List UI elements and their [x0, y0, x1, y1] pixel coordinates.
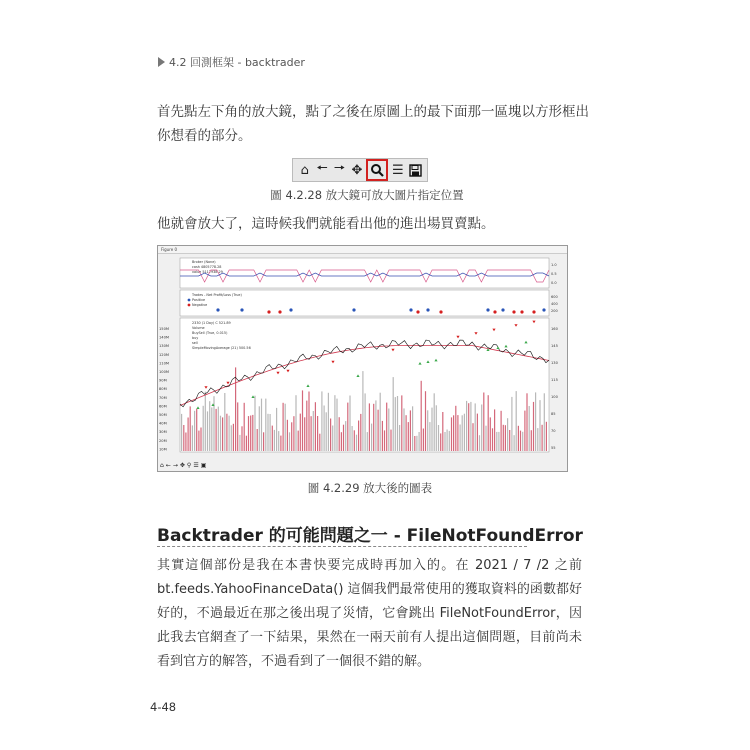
price-legend-item: Volume: [192, 326, 205, 330]
volume-bar: [259, 406, 260, 451]
volume-bar: [302, 390, 303, 451]
price-axis-tick: 145: [551, 344, 558, 348]
volume-bar: [241, 426, 242, 451]
volume-bar: [209, 401, 210, 451]
trade-marker: [493, 310, 496, 313]
figure-29-caption: 圖 4.2.29 放大後的圖表: [307, 481, 433, 495]
volume-bar: [401, 395, 402, 451]
volume-bar: [442, 412, 443, 451]
trade-marker: [416, 310, 419, 313]
volume-bar: [416, 436, 417, 451]
volume-bar: [546, 422, 547, 451]
broker-axis-tick: 0.5: [551, 272, 557, 276]
broker-legend-item: cash 4805778.28: [192, 265, 222, 269]
volume-bar: [263, 432, 264, 451]
volume-axis-tick: 70M: [159, 395, 167, 400]
volume-axis-tick: 40M: [159, 421, 167, 426]
forward-arrow-icon[interactable]: 🠖: [333, 161, 346, 176]
figure-window-title: Figure 0: [158, 246, 567, 254]
volume-bar: [257, 429, 258, 451]
volume-bar: [226, 414, 227, 451]
volume-bar: [343, 425, 344, 451]
save-disk-icon[interactable]: [407, 162, 423, 178]
volume-bar: [494, 409, 495, 451]
volume-bar: [460, 425, 461, 452]
volume-bar: [488, 395, 489, 451]
trade-marker: [520, 310, 523, 313]
back-arrow-icon[interactable]: ←: [165, 462, 171, 469]
volume-bar: [382, 421, 383, 451]
volume-bar: [246, 436, 247, 451]
volume-bar: [198, 431, 199, 451]
broker-legend-item: Broker (None): [192, 260, 216, 264]
volume-bar: [447, 430, 448, 452]
volume-bar: [293, 416, 294, 451]
volume-bar: [498, 432, 499, 451]
negative-legend-marker: [188, 304, 191, 307]
volume-bar: [194, 411, 195, 451]
volume-bar: [505, 425, 506, 451]
home-icon[interactable]: ⌂: [160, 462, 164, 469]
trades-axis-tick: 400: [551, 302, 558, 306]
volume-bar: [533, 402, 534, 451]
volume-bar: [531, 430, 532, 451]
volume-bar: [438, 425, 439, 451]
intro-paragraph: 首先點左下角的放大鏡，點了之後在原圖上的最下面那一區塊以方形框出你想看的部分。: [157, 104, 589, 144]
volume-bar: [339, 417, 340, 451]
volume-bar: [449, 431, 450, 451]
volume-axis-tick: 80M: [159, 387, 167, 392]
volume-bar: [360, 414, 361, 451]
volume-bar: [522, 432, 523, 451]
trade-marker: [486, 308, 489, 311]
volume-bar: [369, 403, 370, 451]
volume-bar: [544, 393, 545, 451]
volume-bar: [477, 414, 478, 451]
volume-bar: [455, 406, 456, 451]
positive-legend-marker: [188, 299, 191, 302]
volume-bar: [291, 422, 292, 451]
volume-bar: [315, 402, 316, 451]
volume-bar: [507, 418, 508, 451]
price-axis-tick: 115: [551, 378, 558, 382]
volume-bar: [248, 416, 249, 451]
trade-marker: [352, 308, 355, 311]
configure-subplots-icon[interactable]: ☰: [391, 162, 404, 178]
pan-icon[interactable]: ✥: [351, 162, 363, 178]
volume-bar: [503, 425, 504, 451]
volume-bar: [421, 381, 422, 451]
volume-bar: [196, 409, 197, 451]
volume-bar: [354, 430, 355, 451]
trade-marker: [240, 308, 243, 311]
trade-marker: [512, 310, 515, 313]
trade-marker: [289, 308, 292, 311]
section-header-text: 4.2 回測框架 - backtrader: [169, 56, 305, 69]
volume-bar: [436, 405, 437, 451]
volume-bar: [412, 406, 413, 451]
volume-bar: [328, 393, 329, 451]
trade-marker: [278, 310, 281, 313]
volume-bar: [254, 396, 255, 451]
volume-bar: [265, 399, 266, 451]
volume-bar: [218, 407, 219, 451]
trades-axis-tick: 600: [551, 295, 558, 299]
volume-bar: [384, 430, 385, 451]
volume-bar: [518, 426, 519, 451]
volume-bar: [285, 404, 286, 451]
volume-bar: [205, 392, 206, 451]
volume-bar: [537, 428, 538, 451]
volume-bar: [222, 417, 223, 451]
volume-bar: [211, 407, 212, 451]
volume-bar: [399, 425, 400, 451]
trades-legend-item: Positive: [192, 298, 206, 302]
volume-bar: [306, 401, 307, 451]
volume-bar: [524, 411, 525, 451]
price-axis-tick: 100: [551, 395, 558, 399]
volume-bar: [468, 403, 469, 451]
volume-bar: [308, 392, 309, 452]
volume-bar: [207, 411, 208, 451]
running-header: [158, 54, 305, 70]
volume-bar: [272, 426, 273, 451]
volume-bar: [300, 414, 301, 451]
volume-bar: [336, 399, 337, 451]
volume-bar: [283, 403, 284, 451]
trade-marker: [409, 308, 412, 311]
volume-bar: [457, 415, 458, 451]
volume-bar: [362, 371, 363, 451]
volume-bar: [341, 432, 342, 451]
volume-bar: [203, 406, 204, 451]
volume-bar: [181, 414, 182, 451]
volume-bar: [252, 415, 253, 451]
volume-bar: [414, 436, 415, 451]
trade-marker: [439, 310, 442, 313]
volume-bar: [516, 391, 517, 451]
price-axis-tick: 85: [551, 412, 556, 416]
volume-bar: [233, 424, 234, 451]
figure-28-caption: 圖 4.2.28 放大鏡可放大圖片指定位置: [270, 188, 464, 202]
volume-bar: [278, 431, 279, 451]
volume-bar: [520, 431, 521, 451]
volume-bar: [358, 421, 359, 452]
volume-bar: [244, 403, 245, 451]
volume-bar: [375, 400, 376, 451]
volume-axis-tick: 60M: [159, 404, 167, 409]
volume-bar: [410, 410, 411, 451]
volume-bar: [185, 433, 186, 452]
matplotlib-toolbar: [292, 158, 428, 182]
volume-bar: [188, 418, 189, 452]
volume-bar: [406, 415, 407, 451]
volume-bar: [231, 425, 232, 451]
price-axis-tick: 160: [551, 327, 558, 331]
triangle-marker-icon: [158, 57, 165, 67]
volume-bar: [235, 367, 236, 451]
volume-bar: [334, 395, 335, 451]
volume-bar: [289, 432, 290, 451]
volume-bar: [224, 393, 225, 451]
volume-bar: [483, 393, 484, 452]
price-legend-item: sell: [192, 341, 198, 345]
volume-bar: [347, 403, 348, 451]
home-icon[interactable]: ⌂: [300, 162, 309, 178]
volume-bar: [511, 397, 512, 451]
volume-bar: [276, 408, 277, 451]
volume-axis-tick: 10M: [159, 447, 167, 452]
volume-bar: [472, 423, 473, 451]
volume-bar: [395, 397, 396, 451]
volume-bar: [367, 432, 368, 451]
volume-bar: [466, 401, 467, 451]
broker-axis-tick: 1.0: [551, 263, 557, 267]
trades-legend-item: Trades - Net Profit/Loss (True): [192, 293, 242, 297]
volume-bar: [380, 393, 381, 451]
volume-bar: [464, 414, 465, 451]
volume-bar: [475, 403, 476, 451]
volume-bar: [200, 428, 201, 452]
volume-bar: [440, 433, 441, 451]
volume-bar: [425, 391, 426, 451]
price-legend-item: 2330 (1 Day) C 521.89: [192, 321, 231, 325]
trade-marker: [542, 308, 545, 311]
broker-axis-tick: 0.0: [551, 281, 557, 285]
volume-bar: [326, 412, 327, 451]
volume-bar: [427, 410, 428, 451]
volume-bar: [349, 396, 350, 452]
forward-arrow-icon[interactable]: →: [172, 462, 178, 469]
volume-bar: [330, 419, 331, 452]
volume-axis-tick: 50M: [159, 413, 167, 417]
volume-bar: [423, 429, 424, 452]
volume-bar: [183, 425, 184, 451]
volume-bar: [434, 393, 435, 451]
volume-bar: [332, 426, 333, 452]
volume-axis-tick: 110M: [159, 361, 169, 366]
volume-bar: [190, 406, 191, 451]
volume-bar: [274, 430, 275, 451]
volume-bar: [526, 393, 527, 451]
figure-mini-toolbar: [160, 462, 206, 470]
price-legend-item: buy: [192, 336, 199, 340]
trades-legend-item: Negative: [192, 303, 208, 307]
price-legend-item: SimpleMovingAverage (21) 500.56: [192, 346, 251, 350]
volume-bar: [324, 406, 325, 452]
volume-bar: [535, 392, 536, 451]
volume-bar: [345, 421, 346, 451]
price-axis-tick: 70: [551, 429, 556, 433]
trade-marker: [216, 308, 219, 311]
trade-marker: [267, 310, 270, 313]
volume-bar: [390, 430, 391, 451]
volume-axis-tick: 140M: [159, 335, 169, 340]
price-axis-tick: 55: [551, 446, 556, 450]
volume-bar: [304, 417, 305, 451]
price-axis-tick: 130: [551, 361, 558, 365]
volume-bar: [453, 415, 454, 451]
page-number: 4-48: [150, 700, 177, 714]
volume-bar: [431, 408, 432, 451]
volume-bar: [239, 435, 240, 451]
volume-bar: [386, 403, 387, 451]
body-paragraph: 其實這個部份是我在本書快要完成時再加入的。在 2021 / 7 /2 之前 bt.feeds.YahooFinanceData() 這個我們最常使用的獲取資料的函數都好好的，不過最近在那之後出現了災情，它會跳出 FileNotFoundError，因此我去官網查了一下結果，果然在一兩天前有人提出這個問題，目前尚未看到官方的解答，不過看到了一個很不錯的解。: [157, 558, 582, 669]
volume-axis-tick: 30M: [159, 430, 167, 435]
volume-bar: [319, 434, 320, 451]
volume-bar: [216, 409, 217, 451]
zoom-magnifier-icon[interactable]: [366, 159, 388, 181]
volume-bar: [529, 406, 530, 451]
volume-bar: [371, 424, 372, 451]
volume-bar: [192, 425, 193, 451]
back-arrow-icon[interactable]: 🠔: [316, 161, 328, 176]
volume-bar: [220, 416, 221, 451]
volume-bar: [481, 405, 482, 452]
volume-bar: [313, 411, 314, 451]
volume-bar: [462, 415, 463, 451]
section-title: Backtrader 的可能問題之一 - FileNotFoundError: [157, 526, 583, 546]
volume-bar: [539, 400, 540, 451]
volume-bar: [429, 422, 430, 451]
price-legend-item: BuySell (True, 0.015): [192, 331, 228, 335]
volume-bar: [501, 411, 502, 451]
second-paragraph: 他就會放大了，這時候我們就能看出他的進出場買賣點。: [157, 216, 495, 232]
backtrader-figure-window: [157, 245, 568, 472]
volume-bar: [261, 399, 262, 451]
volume-bar: [393, 377, 394, 451]
volume-bar: [311, 416, 312, 451]
volume-bar: [419, 432, 420, 451]
configure-subplots-icon[interactable]: ☰: [193, 462, 199, 469]
volume-bar: [378, 410, 379, 451]
volume-axis-tick: 90M: [159, 378, 167, 383]
volume-axis-tick: 100M: [159, 370, 169, 374]
volume-bar: [514, 435, 515, 451]
volume-bar: [267, 414, 268, 451]
volume-bar: [270, 414, 271, 451]
trade-marker: [532, 310, 535, 313]
volume-bar: [479, 435, 480, 451]
volume-axis-tick: 150M: [159, 327, 169, 331]
trade-marker: [501, 308, 504, 311]
section-title-rule: [157, 546, 527, 547]
volume-axis-tick: 20M: [159, 438, 167, 443]
volume-bar: [352, 426, 353, 451]
volume-bar: [451, 417, 452, 451]
volume-bar: [250, 416, 251, 452]
volume-bar: [444, 432, 445, 451]
volume-bar: [496, 432, 497, 451]
volume-bar: [280, 436, 281, 451]
volume-bar: [492, 428, 493, 451]
volume-bar: [317, 416, 318, 451]
volume-bar: [509, 430, 510, 451]
volume-bar: [403, 408, 404, 451]
volume-bar: [470, 402, 471, 451]
pan-icon[interactable]: ✥: [179, 462, 185, 469]
volume-bar: [365, 393, 366, 451]
volume-bar: [388, 409, 389, 452]
volume-bar: [229, 416, 230, 451]
volume-bar: [397, 396, 398, 451]
save-disk-icon[interactable]: ▣: [200, 462, 207, 469]
volume-bar: [321, 391, 322, 451]
volume-axis-tick: 120M: [159, 352, 169, 357]
volume-bar: [287, 420, 288, 451]
trades-axis-tick: 200: [551, 309, 558, 313]
trade-marker: [426, 308, 429, 311]
volume-bar: [373, 404, 374, 451]
volume-bar: [408, 422, 409, 451]
volume-bar: [237, 402, 238, 451]
volume-bar: [295, 395, 296, 451]
zoom-magnifier-icon[interactable]: ⚲: [186, 462, 192, 469]
volume-bar: [485, 426, 486, 451]
volume-axis-tick: 130M: [159, 344, 169, 349]
volume-bar: [542, 425, 543, 451]
volume-bar: [490, 417, 491, 451]
broker-panel: [180, 258, 549, 288]
broker-legend-item: value 5112938.29: [192, 270, 223, 274]
volume-bar: [298, 431, 299, 451]
backtrader-plot: [158, 254, 567, 464]
volume-bar: [356, 435, 357, 451]
